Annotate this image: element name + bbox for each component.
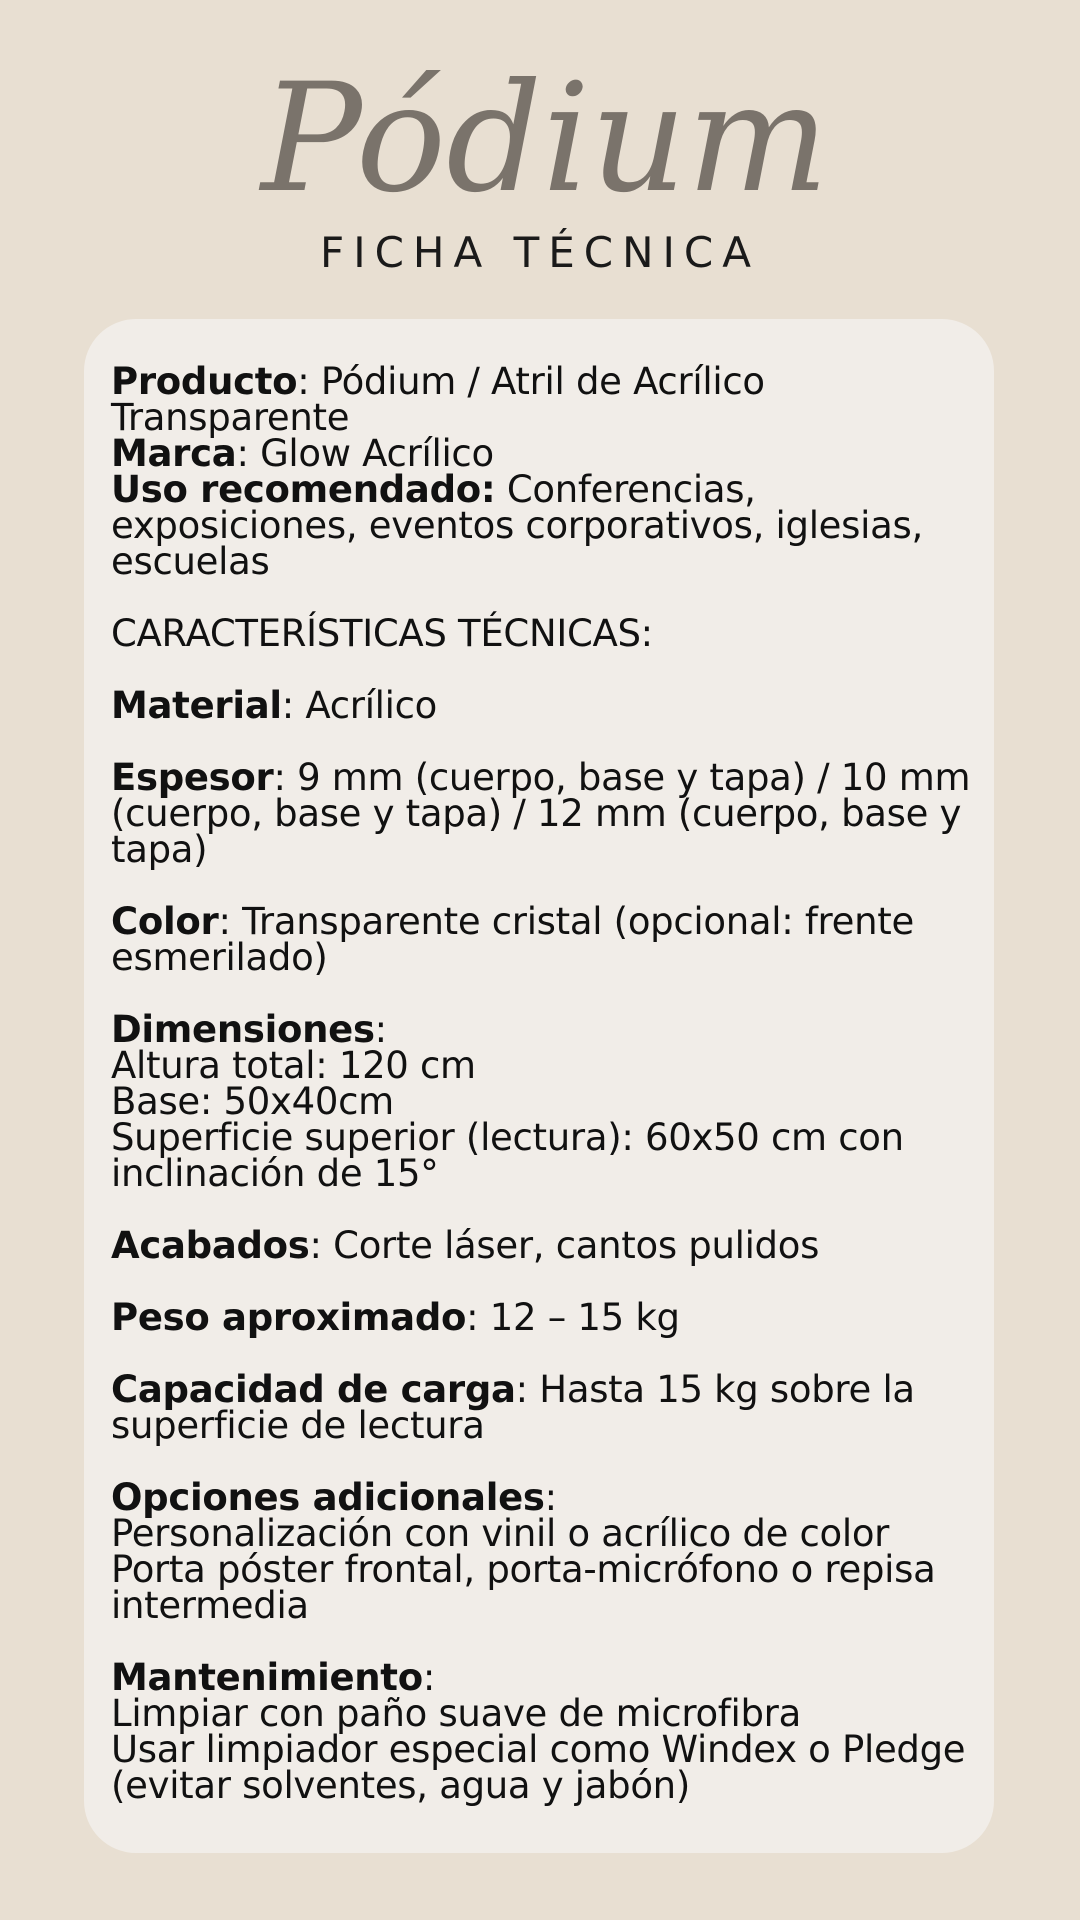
dimensiones-row [111,1008,971,1051]
dimensiones-line: Superficie superior (lectura): 60x50 cm con inclinación de 15° [111,1116,904,1195]
marca-value: : Glow Acrílico [236,432,494,475]
brand-title-lettering [0,20,1080,220]
capacidad-label: Capacidad de carga [111,1368,516,1411]
opciones-label: Opciones adicionales [111,1476,545,1519]
producto-value: : Pódium / Atril de Acrílico Transparente [111,360,765,439]
marca-label: Marca [111,432,237,475]
uso-row [111,468,971,583]
color-label: Color [111,900,219,943]
acabados-label: Acabados [111,1224,310,1267]
page-subtitle: FICHA TÉCNICA [320,228,760,277]
capacidad-row [111,1368,971,1447]
section-heading: CARACTERÍSTICAS TÉCNICAS: [111,612,653,655]
peso-label: Peso aproximado [111,1296,467,1339]
espesor-value: : 9 mm (cuerpo, base y tapa) / 10 mm (cuerpo, base y tapa) / 12 mm (cuerpo, base y tapa) [111,756,971,871]
espesor-label: Espesor [111,756,274,799]
uso-label: Uso recomendado: [111,468,496,511]
marca-row [111,432,971,475]
material-label: Material [111,684,282,727]
brand-title [0,20,1080,220]
opciones-line: Porta póster frontal, porta-micrófono o repisa intermedia [111,1548,936,1627]
mantenimiento-row [111,1656,971,1699]
dimensiones-line: Base: 50x40cm [111,1080,394,1123]
color-value: : Transparente cristal (opcional: frente esmerilado) [111,900,914,979]
producto-row [111,360,971,439]
dimensiones-colon: : [374,1008,387,1051]
mantenimiento-label: Mantenimiento [111,1656,423,1699]
producto-label: Producto [111,360,298,403]
opciones-colon: : [544,1476,557,1519]
opciones-line: Personalización con vinil o acrílico de color [111,1512,890,1555]
mantenimiento-line: Limpiar con paño suave de microfibra [111,1692,801,1735]
material-row [111,684,971,727]
dimensiones-label: Dimensiones [111,1008,375,1051]
acabados-value: : Corte láser, cantos pulidos [309,1224,820,1267]
peso-row [111,1296,971,1339]
peso-value: : 12 – 15 kg [466,1296,680,1339]
capacidad-value: : Hasta 15 kg sobre la superficie de lectura [111,1368,915,1447]
mantenimiento-colon: : [422,1656,435,1699]
espesor-row [111,756,971,871]
mantenimiento-line: Usar limpiador especial como Windex o Pledge (evitar solventes, agua y jabón) [111,1728,966,1807]
material-value: : Acrílico [281,684,438,727]
color-row [111,900,971,979]
uso-value: Conferencias, exposiciones, eventos corporativos, iglesias, escuelas [111,468,923,583]
brand-script-text: Pódium [261,52,829,220]
dimensiones-line: Altura total: 120 cm [111,1044,476,1087]
spec-content [111,360,971,1807]
opciones-row [111,1476,971,1519]
acabados-row [111,1224,971,1267]
